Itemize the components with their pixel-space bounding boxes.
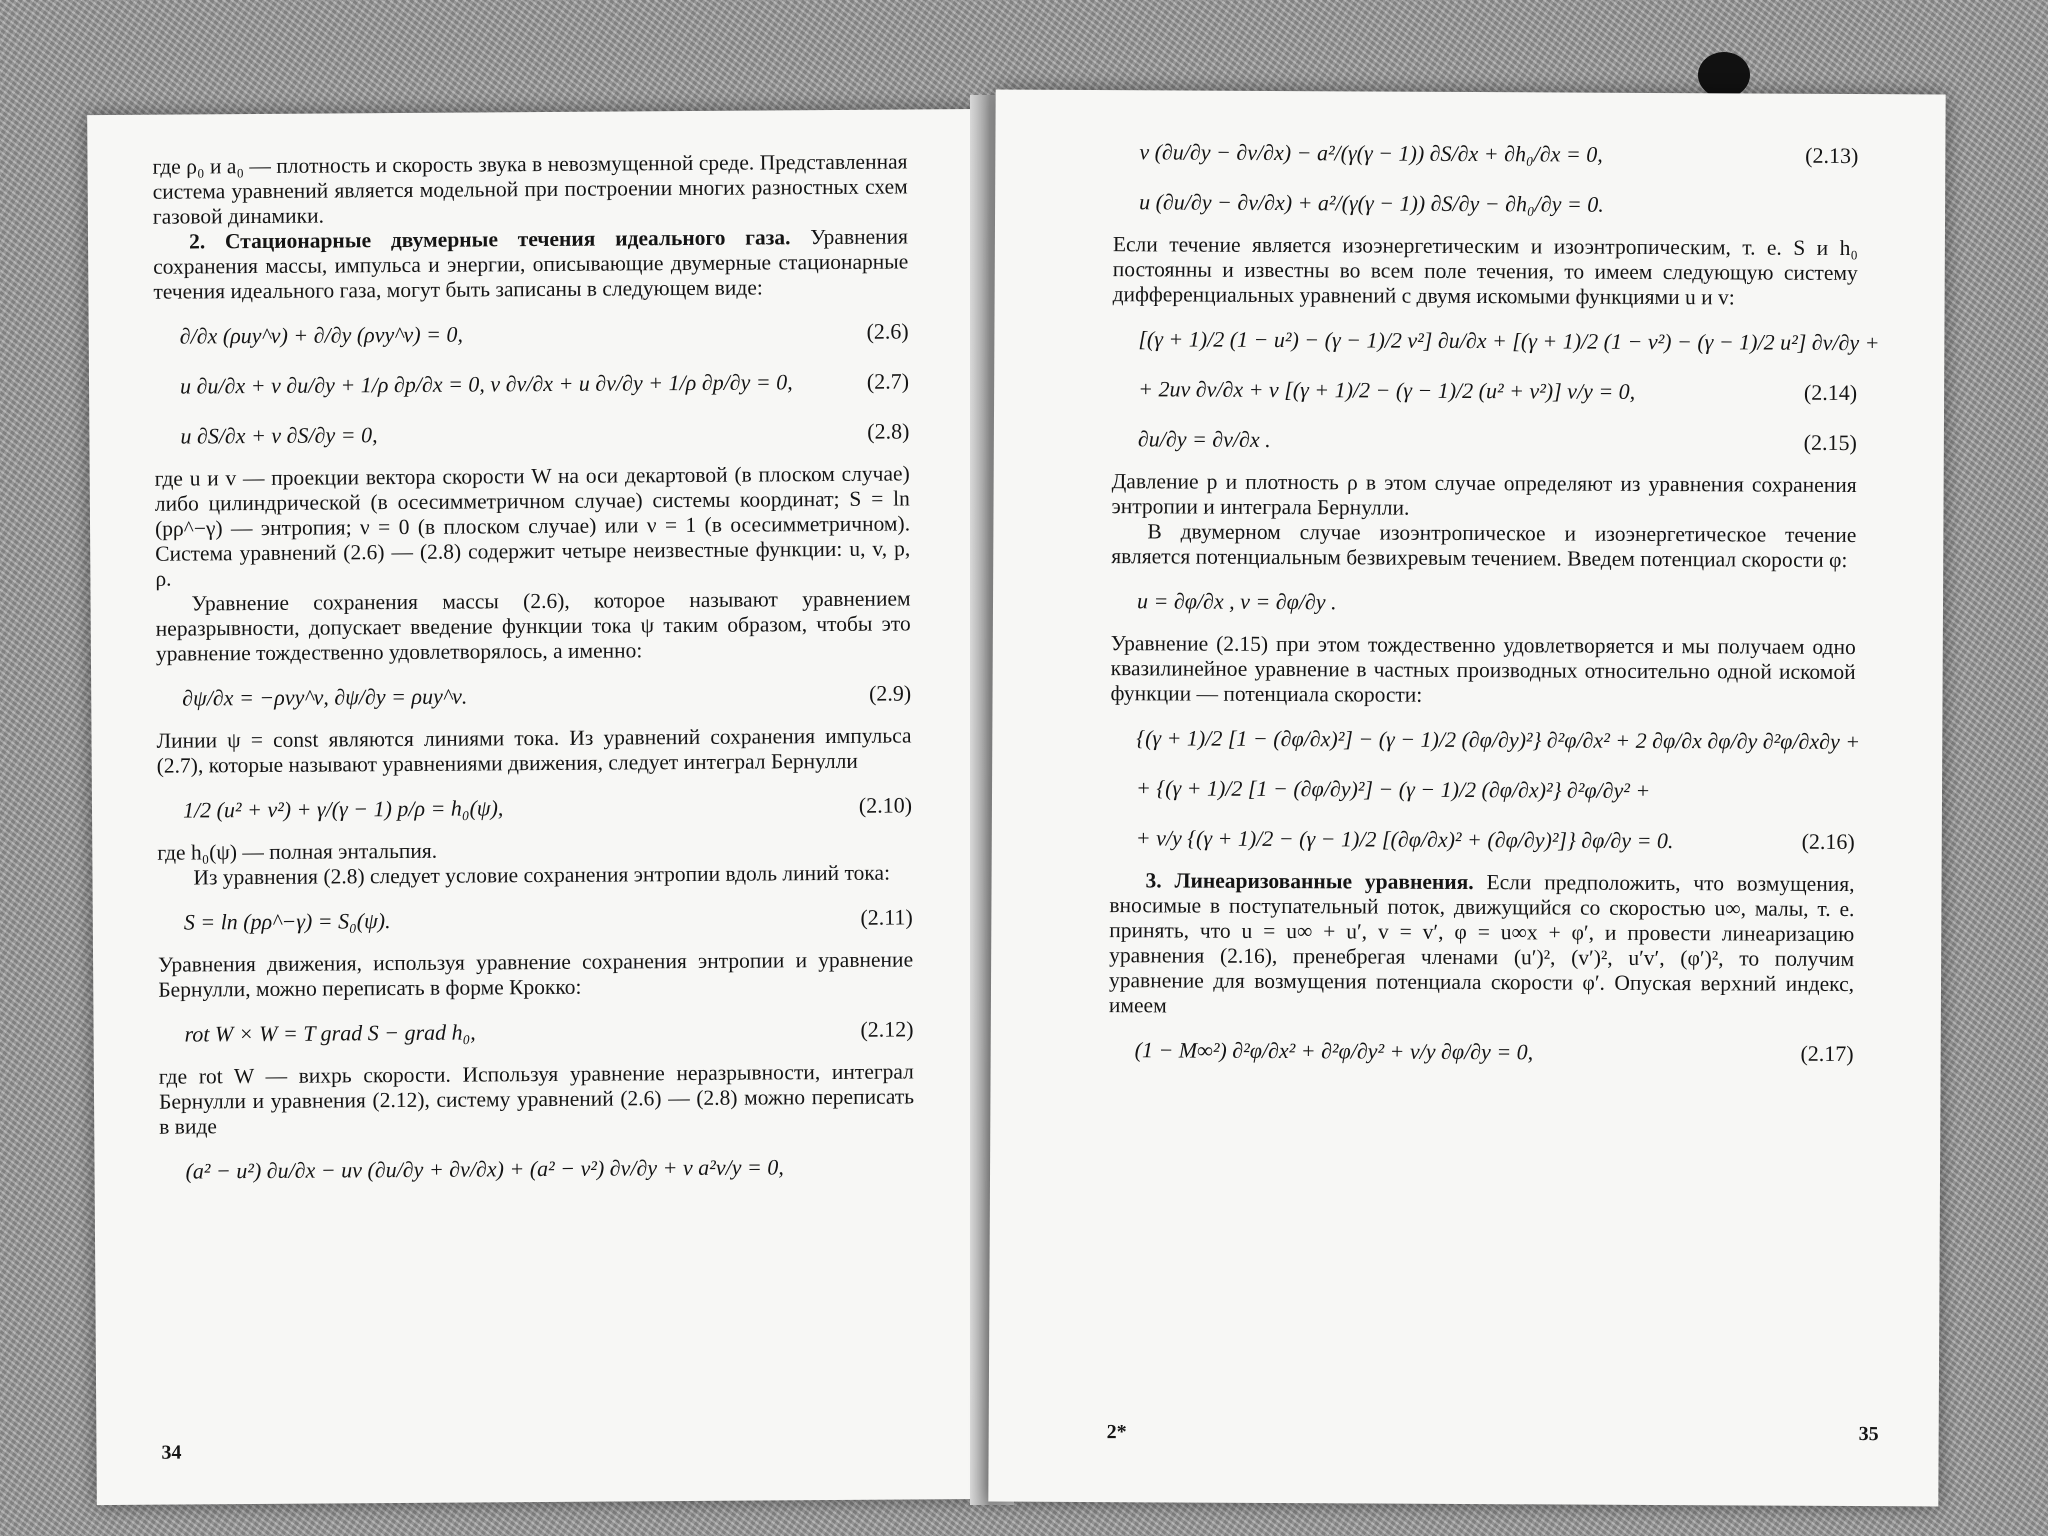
formula: + ν/y {(γ + 1)/2 − (γ − 1)/2 [(∂φ/∂x)² + (∂φ/∂y)²]} ∂φ/∂y = 0. [1135, 824, 1674, 853]
equation-number: (2.8) [867, 417, 910, 444]
section-text: Уравнения сохранения массы, импульса и энергии, описывающие двумерные стационарные течения идеального газа, могут быть записаны в следующем виде: [153, 224, 909, 304]
formula: + 2uv ∂v/∂x + ν [(γ + 1)/2 − (γ − 1)/2 (u² + v²)] v/y = 0, [1138, 375, 1636, 404]
equation-2-15 [1112, 419, 1857, 461]
paragraph: Уравнения движения, используя уравнение сохранения энтропии и уравнение Бернулли, можно переписать в форме Крокко: [158, 947, 914, 1002]
equation-number: (2.12) [860, 1015, 914, 1042]
equation-2-12 [158, 1009, 913, 1052]
equation-2-16-c [1110, 818, 1855, 860]
paragraph: где u и v — проекции вектора скорости W на оси декартовой (в плоском случае) либо цилиндрической (в осесимметричном случае) системы координат; S = ln (pρ^−γ) — энтропия; ν = 0 (в плоском случае) или ν = 1 (в осесимметричном). Система уравнений (2.6) — (2.8) содержит четыре неизвестные функции: u, v, p, ρ. [154, 461, 911, 591]
equation-2-17 [1109, 1030, 1854, 1072]
paper-hole [1698, 52, 1750, 98]
section-3 [1109, 868, 1855, 1022]
formula: ∂/∂x (ρuy^ν) + ∂/∂y (ρvy^ν) = 0, [179, 321, 464, 349]
equation-number: (2.6) [866, 317, 909, 344]
formula: v (∂u/∂y − ∂v/∂x) − a²/(γ(γ − 1)) ∂S/∂x + ∂h₀/∂x = 0, [1139, 138, 1603, 167]
equation-number: (2.10) [858, 791, 913, 818]
paragraph: где ρ₀ и a₀ — плотность и скорость звука в невозмущенной среде. Представленная система уравнений является модельной при построении многих разностных схем газовой динамики. [152, 149, 908, 229]
right-page [988, 90, 1945, 1507]
formula: ∂ψ/∂x = −ρvy^ν, ∂ψ/∂y = ρuy^ν. [182, 683, 468, 711]
equation-2-16-b [1110, 768, 1855, 810]
equation-2-16-a [1110, 718, 1861, 760]
equation-2-13-start [159, 1146, 914, 1189]
equation-2-7 [154, 361, 909, 404]
formula: (a² − u²) ∂u/∂x − uv (∂u/∂y + ∂v/∂x) + (a² − v²) ∂v/∂y + ν a²v/y = 0, [185, 1153, 784, 1184]
paragraph: Уравнение (2.15) при этом тождественно удовлетворяется и мы получаем одно квазилинейное уравнение в частных производных относительно одной искомой функции — потенциала скорости: [1110, 631, 1856, 707]
formula: 1/2 (u² + v²) + γ/(γ − 1) p/ρ = h₀(ψ), [182, 794, 504, 823]
equation-2-6 [154, 311, 909, 354]
page-number: 35 [1858, 1423, 1879, 1446]
formula: u = ∂φ/∂x , v = ∂φ/∂y . [1136, 587, 1337, 614]
paragraph: Если течение является изоэнергетическим и изоэнтропическим, т. е. S и h₀ постоянны и известны во всем поле течения, то имеем следующую систему дифференциальных уравнений с двумя искомыми функциями u и v: [1112, 232, 1858, 310]
formula: + {(γ + 1)/2 [1 − (∂φ/∂y)²] − (γ − 1)/2 (∂φ/∂x)²} ∂²φ/∂y² + [1135, 774, 1651, 803]
paragraph: Из уравнения (2.8) следует условие сохранения энтропии вдоль линий тока: [193, 860, 891, 890]
equation-2-10 [157, 785, 912, 828]
equation-number: (2.17) [1800, 1040, 1854, 1066]
formula: S = ln (pρ^−γ) = S₀(ψ). [183, 907, 391, 935]
equation-number: (2.16) [1801, 828, 1855, 854]
formula: {(γ + 1)/2 [1 − (∂φ/∂x)²] − (γ − 1)/2 (∂φ/∂y)²} ∂²φ/∂x² + 2 ∂φ/∂x ∂φ/∂y ∂²φ/∂x∂y + [1136, 724, 1861, 754]
equation-2-11 [158, 897, 913, 940]
formula: rot W × W = T grad S − grad h₀, [184, 1018, 476, 1047]
left-page-text [152, 149, 914, 1201]
left-page [87, 109, 1002, 1505]
equation-2-14-a [1112, 319, 1880, 361]
paragraph: где h₀(ψ) — полная энтальпия. [157, 838, 438, 865]
equation-number: (2.7) [866, 367, 910, 394]
signature-mark: 2* [1106, 1421, 1127, 1444]
equation-number: (2.9) [868, 679, 912, 706]
paragraph: Давление p и плотность ρ в этом случае определяют из уравнения сохранения энтропии и интеграла Бернулли. [1111, 469, 1857, 520]
section-title: 3. Линеаризованные уравнения. [1145, 868, 1474, 895]
equation-number: (2.14) [1803, 379, 1858, 405]
formula: (1 − M∞²) ∂²φ/∂x² + ∂²φ/∂y² + ν/y ∂φ/∂y = 0, [1134, 1036, 1534, 1064]
equation-potential [1111, 581, 1856, 623]
paragraph: Уравнение сохранения массы (2.6), которое называют уравнением неразрывности, допускает введение функции тока ψ таким образом, чтобы это уравнение тождественно удовлетворялось, а именно: [155, 586, 911, 666]
formula: u ∂S/∂x + v ∂S/∂y = 0, [180, 421, 378, 449]
equation-2-9 [156, 673, 911, 716]
section-2 [153, 224, 909, 304]
equation-2-13-b [1113, 182, 1858, 224]
paragraph: где rot W — вихрь скорости. Используя уравнение неразрывности, интеграл Бернулли и уравнения (2.12), систему уравнений (2.6) — (2.8) можно переписать в виде [158, 1059, 915, 1139]
paragraph: В двумерном случае изоэнтропическое и изоэнергетическое течение является потенциальным безвихревым течением. Введем потенциал скорости φ: [1111, 519, 1857, 572]
equation-number: (2.11) [860, 903, 913, 930]
equation-2-13-a [1113, 132, 1858, 174]
section-text: Если предположить, что возмущения, вносимые в поступательный поток, движущийся со скоростью u∞, малы, т. е. принять, что u = u∞ + u′, v = v′, φ = u∞x + φ′, и провести линеаризацию уравнения (2.16), пренебрегая членами (u′)², (v′)², u′v′, (φ′)², то получим уравнение для возмущения потенциала скорости φ′. Опуская верхний индекс, имеем [1108, 870, 1855, 1018]
equation-number: (2.15) [1803, 429, 1857, 455]
formula: u ∂u/∂x + v ∂u/∂y + 1/ρ ∂p/∂x = 0, v ∂v/∂x + u ∂v/∂y + 1/ρ ∂p/∂y = 0, [179, 368, 793, 399]
equation-2-8 [154, 411, 909, 454]
paragraph: Линии ψ = const являются линиями тока. Из уравнений сохранения импульса (2.7), которые называют уравнениями движения, следует интеграл Бернулли [156, 723, 912, 778]
equation-2-14-b [1112, 369, 1857, 411]
formula: u (∂u/∂y − ∂v/∂x) + a²/(γ(γ − 1)) ∂S/∂y − ∂h₀/∂y = 0. [1139, 188, 1604, 217]
section-title: 2. Стационарные двумерные течения идеального газа. [188, 225, 791, 254]
formula: [(γ + 1)/2 (1 − u²) − (γ − 1)/2 v²] ∂u/∂x + [(γ + 1)/2 (1 − v²) − (γ − 1)/2 u²] ∂v/∂y + [1138, 325, 1880, 355]
right-page-text [1108, 120, 1880, 1084]
formula: ∂u/∂y = ∂v/∂x . [1137, 425, 1271, 452]
equation-number: (2.13) [1805, 142, 1859, 168]
page-number: 34 [161, 1441, 182, 1464]
